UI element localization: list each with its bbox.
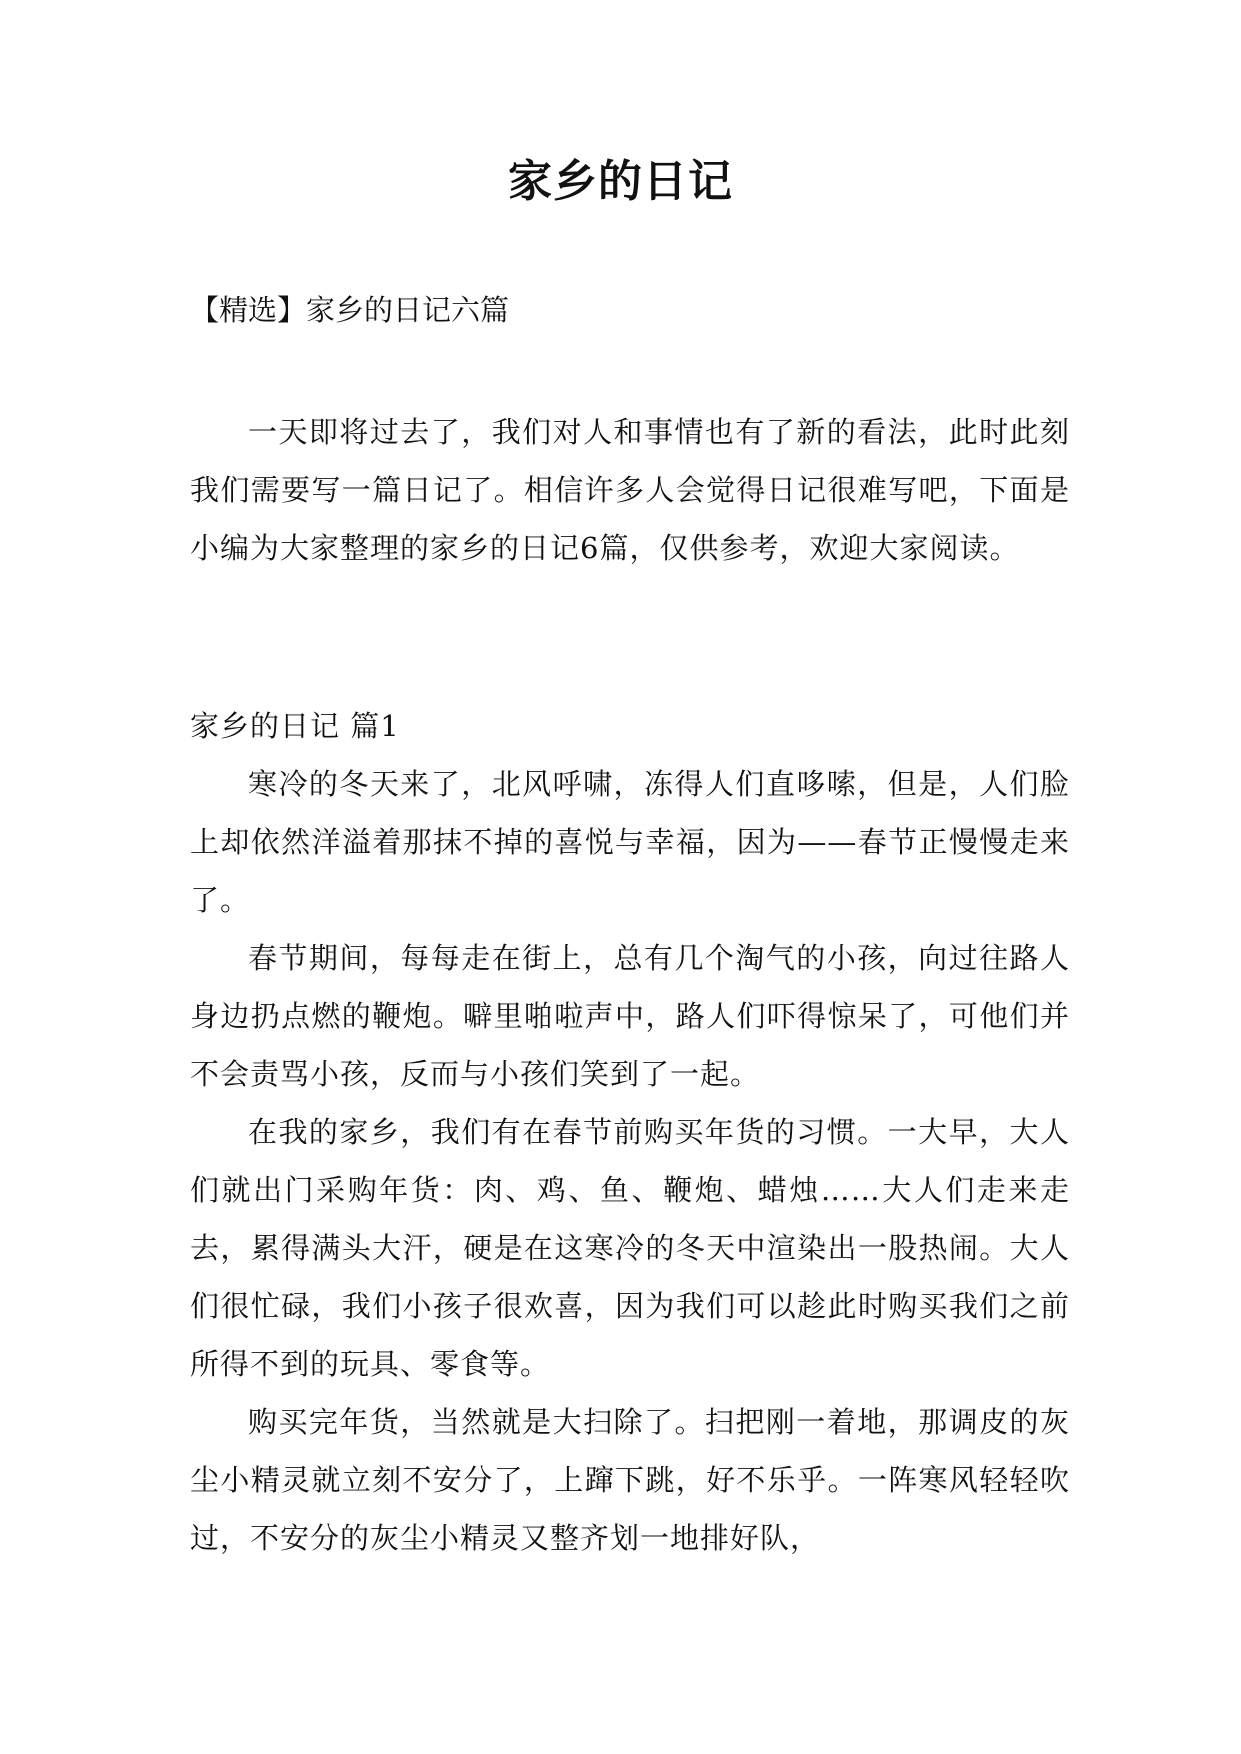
section-paragraph-3: 在我的家乡，我们有在春节前购买年货的习惯。一大早，大人们就出门采购年货：肉、鸡、鱼、鞭炮、蜡烛……大人们走来走去，累得满头大汗，硬是在这寒冷的冬天中渲染出一股热闹。大人们很忙碌，我们小孩子很欢喜，因为我们可以趁此时购买我们之前所得不到的玩具、零食等。 (190, 1115, 1070, 1381)
document-title: 家乡的日记 (508, 156, 733, 207)
section-paragraph-2: 春节期间，每每走在街上，总有几个淘气的小孩，向过往路人身边扔点燃的鞭炮。噼里啪啦声中，路人们吓得惊呆了，可他们并不会责骂小孩，反而与小孩们笑到了一起。 (190, 941, 1070, 1091)
section-heading: 家乡的日记 篇1 (190, 709, 400, 743)
intro-block (190, 403, 1070, 577)
section-paragraph-1: 寒冷的冬天来了，北风呼啸，冻得人们直哆嗦，但是，人们脸上却依然洋溢着那抹不掉的喜悦与幸福，因为——春节正慢慢走来了。 (190, 767, 1070, 917)
document-subtitle: 【精选】家乡的日记六篇 (190, 293, 510, 327)
intro-paragraph: 一天即将过去了，我们对人和事情也有了新的看法，此时此刻我们需要写一篇日记了。相信许多人会觉得日记很难写吧，下面是小编为大家整理的家乡的日记6篇，仅供参考，欢迎大家阅读。 (190, 415, 1070, 565)
section-1 (190, 697, 1070, 1567)
section-paragraph-4: 购买完年货，当然就是大扫除了。扫把刚一着地，那调皮的灰尘小精灵就立刻不安分了，上蹿下跳，好不乐乎。一阵寒风轻轻吹过，不安分的灰尘小精灵又整齐划一地排好队， (190, 1405, 1070, 1555)
